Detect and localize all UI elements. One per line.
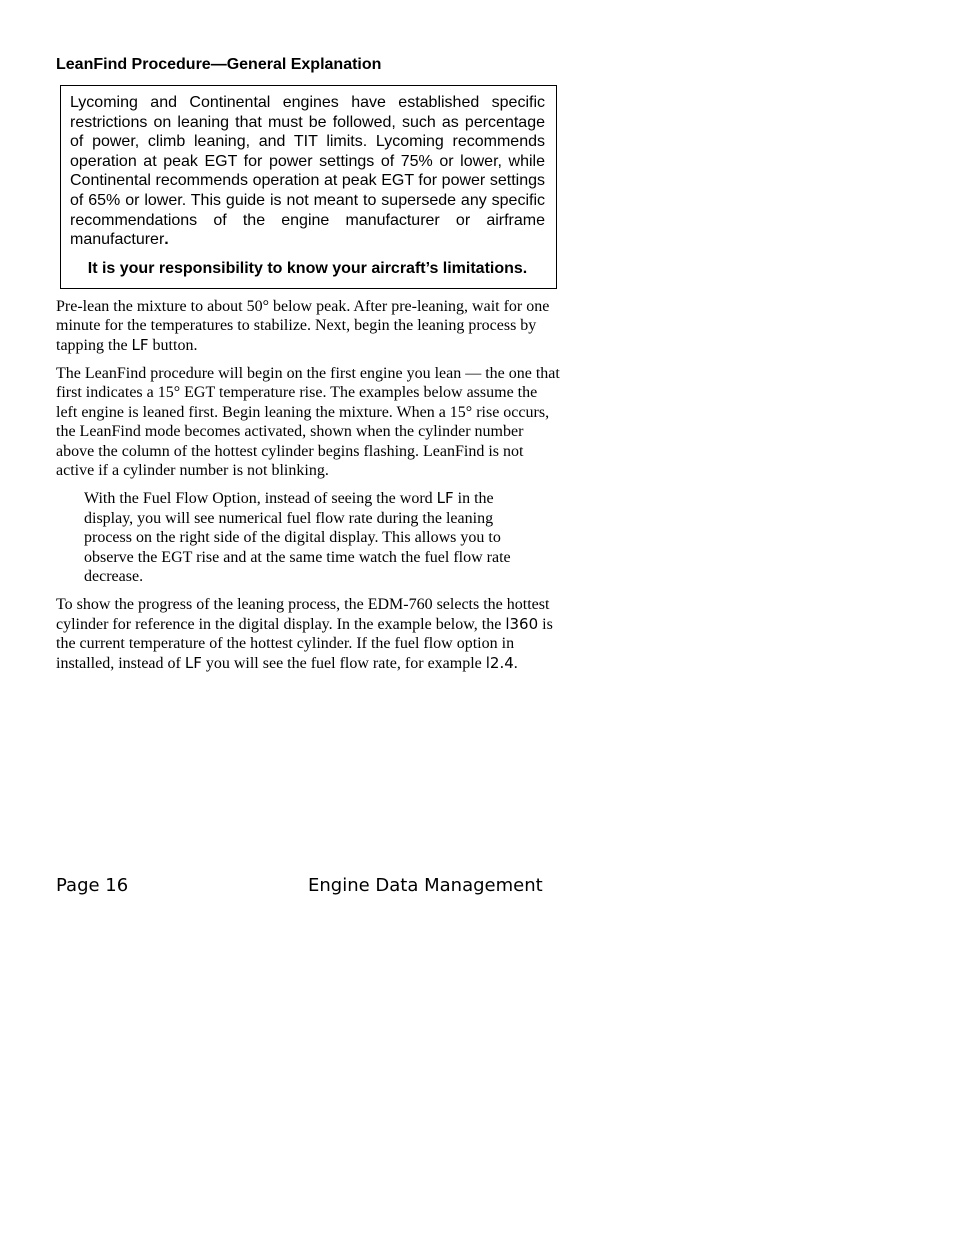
- progress-text-c: you will see the fuel flow rate, for example: [201, 654, 486, 672]
- notice-text-end: .: [164, 231, 169, 249]
- fuel-flow-option-paragraph: [84, 489, 534, 586]
- prelean-paragraph: [56, 297, 560, 355]
- leanfind-start-paragraph: The LeanFind procedure will begin on the first engine you lean — the one that first indicates a 15° EGT temperature rise. The examples below assume the left engine is leaned first. Begin leaning the mixture. When a 15° rise occurs, the LeanFind mode becomes activated, shown when the cylinder number above the column of the hottest cylinder begins flashing. LeanFind is not active if a cylinder number is not blinking.: [56, 364, 560, 479]
- prelean-text-a: Pre-lean the mixture to about 50° below peak. After pre-leaning, wait for one minute for the temperatures to stabilize. Next, begin the leaning process by tapping the: [56, 297, 550, 354]
- progress-text-b: is the current temperature of the hottest cylinder. If the fuel flow option in installed, instead of: [56, 615, 553, 672]
- limitations-notice-box: [60, 85, 557, 289]
- progress-paragraph: [56, 595, 560, 673]
- fuel-flow-example: l2.4: [485, 653, 514, 672]
- hottest-cylinder-temp: l360: [505, 614, 539, 633]
- responsibility-warning: It is your responsibility to know your aircraft’s limitations.: [87, 259, 528, 277]
- fuel-flow-text-a: With the Fuel Flow Option, instead of seeing the word: [84, 490, 437, 508]
- page-number: Page 16: [56, 875, 129, 896]
- lf-display-word-2: LF: [184, 653, 202, 672]
- prelean-text-b: button.: [148, 336, 198, 354]
- notice-text-body: Lycoming and Continental engines have established specific restrictions on leaning that must be followed, such as percentage of power, climb leaning, and TIT limits. Lycoming recommends operation at peak EGT for power settings of 75% or lower, while Continental recommends operation at peak EGT for power settings of 65% or lower. This guide is not meant to supersede any specific recommendations of the engine manufacturer or airframe manufacturer: [70, 94, 545, 249]
- page-content: [56, 54, 560, 673]
- progress-text-a: To show the progress of the leaning process, the EDM-760 selects the hottest cylinder for reference in the digital display. In the example below, the: [56, 596, 550, 633]
- limitations-notice-text: [70, 93, 545, 250]
- manual-title: Engine Data Management: [308, 875, 543, 896]
- progress-text-d: .: [513, 654, 518, 672]
- section-title: LeanFind Procedure—General Explanation: [56, 56, 382, 73]
- fuel-flow-text-b: in the display, you will see numerical fuel flow rate during the leaning process on the right side of the digital display. This allows you to observe the EGT rise and at the same time watch the fuel flow rate decrease.: [84, 490, 511, 586]
- lf-button-label: LF: [131, 335, 149, 354]
- lf-display-word: LF: [436, 489, 454, 508]
